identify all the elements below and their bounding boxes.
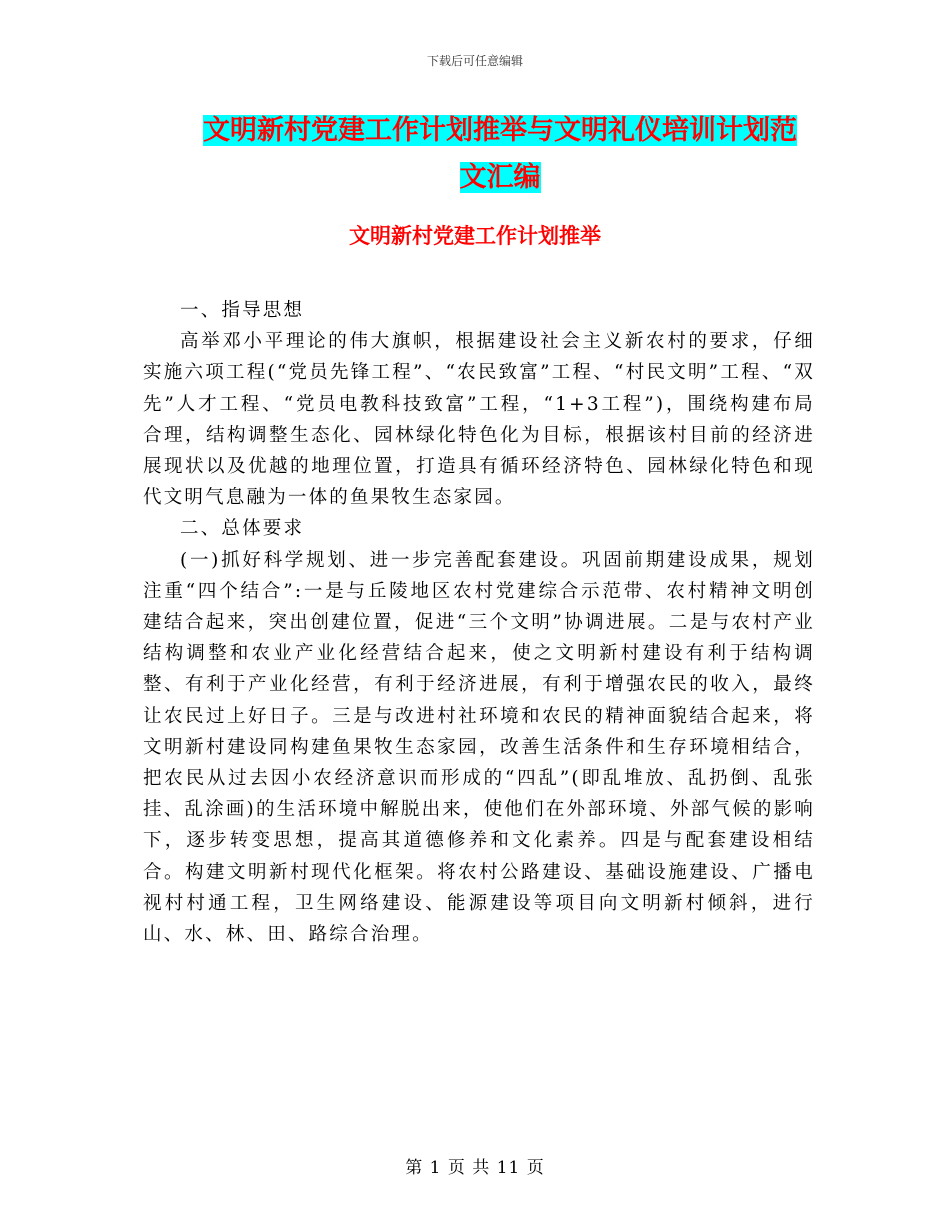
document-title-text: 文明新村党建工作计划推举与文明礼仪培训计划范文汇编 xyxy=(203,115,797,193)
document-body xyxy=(143,295,815,950)
paragraph-planning: (一)抓好科学规划、进一步完善配套建设。巩固前期建设成果，规划注重“四个结合”:一是与丘陵地区农村党建综合示范带、农村精神文明创建结合起来，突出创建位置，促进“三个文明”协调进展。二是与农村产业结构调整和农业产业化经营结合起来，使之文明新村建设有利于结构调整、有利于产业化经营，有利于经济进展，有利于增强农民的收入，最终让农民过上好日子。三是与改进村社环境和农民的精神面貌结合起来，将文明新村建设同构建鱼果牧生态家园，改善生活条件和生存环境相结合，把农民从过去因小农经济意识而形成的“四乱”(即乱堆放、乱扔倒、乱张挂、乱涂画)的生活环境中解脱出来，使他们在外部环境、外部气候的影响下，逐步转变思想，提高其道德修养和文化素养。四是与配套建设相结合。构建文明新村现代化框架。将农村公路建设、基础设施建设、广播电视村村通工程，卫生网络建设、能源建设等项目向文明新村倾斜，进行山、水、林、田、路综合治理。 xyxy=(143,549,815,946)
heading-general-requirements: 二、总体要求 xyxy=(180,518,305,540)
paragraph-guiding-thought: 高举邓小平理论的伟大旗帜，根据建设社会主义新农村的要求，仔细实施六项工程(“党员先锋工程”、“农民致富”工程、“村民文明”工程、“双先”人才工程、“党员电教科技致富”工程，“1+3工程”)，围绕构建布局合理，结构调整生态化、园林绿化特色化为目标，根据该村目前的经济进展现状以及优越的地理位置，打造具有循环经济特色、园林绿化特色和现代文明气息融为一体的鱼果牧生态家园。 xyxy=(143,331,815,509)
page-footer-number: 第 1 页 共 11 页 xyxy=(405,1158,545,1178)
section-title: 文明新村党建工作计划推举 xyxy=(349,223,601,248)
page-header-note: 下载后可任意编辑 xyxy=(426,54,523,68)
document-title xyxy=(190,107,810,201)
heading-guiding-thought: 一、指导思想 xyxy=(180,300,305,321)
